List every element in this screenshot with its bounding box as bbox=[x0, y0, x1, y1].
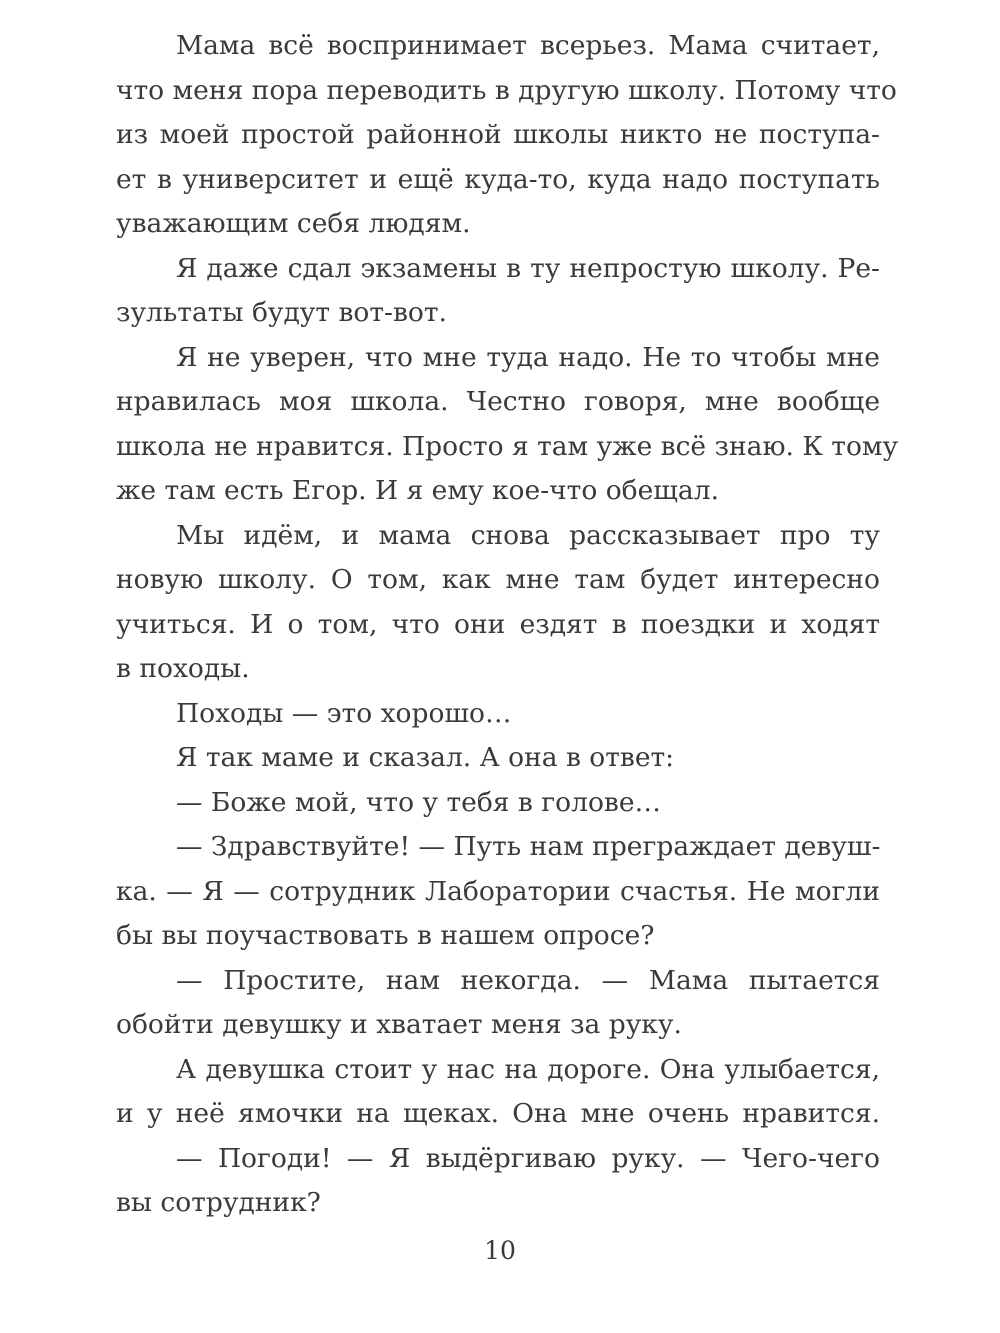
text-line: ет в университет и ещё куда-то, куда надо поступать bbox=[116, 163, 880, 195]
text-line: — Простите, нам некогда. — Мама пытается bbox=[176, 964, 880, 996]
text-line: Мы идём, и мама снова рассказывает про ту bbox=[176, 519, 880, 551]
text-line: что меня пора переводить в другую школу. Потому что bbox=[116, 74, 897, 106]
text-line: нравилась моя школа. Честно говоря, мне вообще bbox=[116, 386, 880, 417]
text-line: — Боже мой, что у тебя в голове… bbox=[176, 786, 661, 818]
body-text bbox=[116, 24, 899, 1226]
text-line: ка. — Я — сотрудник Лаборатории счастья. Не могли bbox=[116, 875, 880, 907]
text-line: из моей простой районной школы никто не поступа- bbox=[116, 119, 880, 150]
text-line: Я не уверен, что мне туда надо. Не то чтобы мне bbox=[176, 341, 880, 373]
text-line: новую школу. О том, как мне там будет интересно bbox=[116, 564, 880, 595]
page-number: 10 bbox=[484, 1236, 516, 1265]
text-line: и у неё ямочки на щеках. Она мне очень нравится. bbox=[116, 1098, 880, 1129]
text-line: школа не нравится. Просто я там уже всё знаю. К тому bbox=[116, 430, 899, 462]
text-line: Я даже сдал экзамены в ту непростую школу. Ре- bbox=[176, 252, 880, 284]
text-line: же там есть Егор. И я ему кое-что обещал. bbox=[116, 475, 719, 506]
text-line: учиться. И о том, что они ездят в поездки и ходят bbox=[116, 608, 880, 640]
text-line: в походы. bbox=[116, 653, 250, 684]
text-line: обойти девушку и хватает меня за руку. bbox=[116, 1009, 682, 1040]
text-line: зультаты будут вот-вот. bbox=[116, 297, 447, 328]
text-line: бы вы поучаствовать в нашем опросе? bbox=[116, 920, 655, 951]
text-line: вы сотрудник? bbox=[116, 1187, 321, 1218]
text-line: Мама всё воспринимает всерьез. Мама считает, bbox=[176, 30, 880, 61]
text-line: — Здравствуйте! — Путь нам преграждает девуш- bbox=[176, 831, 881, 862]
text-line: уважающим себя людям. bbox=[116, 208, 471, 239]
text-line: — Погоди! — Я выдёргиваю руку. — Чего-чего bbox=[176, 1142, 880, 1174]
text-line: Походы — это хорошо… bbox=[176, 697, 512, 729]
text-line: А девушка стоит у нас на дороге. Она улыбается, bbox=[176, 1053, 880, 1085]
text-line: Я так маме и сказал. А она в ответ: bbox=[176, 742, 675, 773]
